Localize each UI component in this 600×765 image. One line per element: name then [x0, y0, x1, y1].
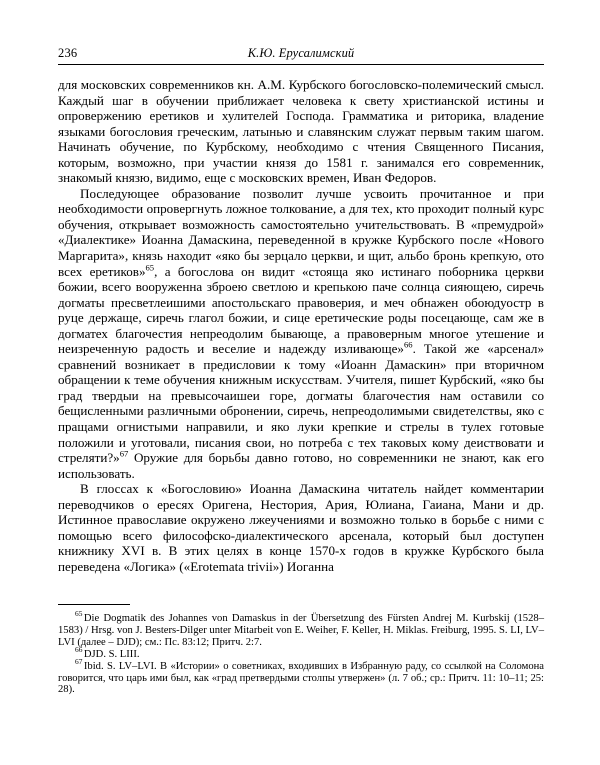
footnote-text-67: Ibid. S. LV–LVI. В «Истории» о советниках, входивших в Избранную раду, со ссылкой на Соломона говорится, что царь ими был, как «град претвердыми столпы утвержен» (л. 7 об.; ср.: Притч. 11: 10–11; 25: 28). [58, 660, 544, 696]
running-head [58, 44, 544, 62]
footnote-67 [58, 657, 544, 697]
footnote-number-65: 65 [75, 609, 83, 619]
footnote-number-67: 67 [75, 657, 83, 667]
footnote-number-66: 66 [75, 645, 83, 655]
header-rule [58, 64, 544, 65]
footnote-text-65: Die Dogmatik des Johannes von Damaskus in der Übersetzung des Fürsten Andrej M. Kurbskij (1528–1583) / Hrsg. von J. Besters-Dilger unter Mitarbeit von E. Weiher, F. Keller, H. Miklas. Freiburg, 1995. S. LI, LV–LVI (далее – DJD); см.: Пс. 83:12; Притч. 2:7. [58, 613, 544, 648]
page-number: 236 [58, 46, 78, 60]
paragraph-3: В глоссах к «Богословию» Иоанна Дамаскина читатель найдет комментарии переводчиков о ересях Оригена, Нестория, Ария, Юлиана, Гаиана, Мани и др. Истинное православие окружено лжеучениями и возможно только в борьбе с ними с помощью всего философско-диалектического арсенала, который был доступен книжнику XVI в. В этих целях в конце 1570-х годов в кружке Курбского была переведена «Логика» («Erotemata trivii») Иоганна [58, 481, 544, 574]
paragraph-2 [58, 186, 544, 481]
footnote-ref-66[interactable]: 66 [403, 339, 413, 350]
paragraph-2-segment-d: Оружие для борьбы давно готово, но современники не знают, как его использовать. [58, 450, 544, 481]
footnotes-block [58, 604, 544, 696]
footnote-ref-65[interactable]: 65 [145, 262, 155, 273]
body-text [58, 77, 544, 575]
footnote-66 [58, 645, 544, 661]
paragraph-2-segment-a: Последующее образование позволит лучше усвоить прочитанное и при необходимости опровергнуть ложное толкование, а для тех, кто проходит полный курс обучения, открывает возможность самостоятельно учительствовать. В «премудрой» «Диалектике» Иоанна Дамаскина, переведенной в кружке Курбского после «Нового Маргарита», князь находит «яко бы зерцало церкви, и щит, альбо бронь крепкую, ото всех еретиков» [58, 185, 544, 279]
running-head-author: К.Ю. Ерусалимский [247, 46, 355, 60]
footnote-ref-67[interactable]: 67 [119, 448, 129, 459]
paragraph-2-segment-b: , а богослова он видит «стояща яко истинаго поборника церкви божии, всего вооруженна зброею светлою и крепькою паче солнца сияющею, сиречь догматы пресветлеишими апостольскаго правоверия, и меч обнажен обоюдуостр в руце держаще, сиречь глагол божии, и сице еретические роды посецающе, сам же в догматех благочестия непреодолим бывающе, а правоверным многое утешение и неизреченную радость и веселие и надежду изливающе» [58, 263, 544, 357]
footnote-text-66: DJD. S. LIII. [83, 648, 140, 660]
page-content [58, 44, 544, 575]
footnote-separator-rule [58, 604, 130, 605]
paragraph-1: для московских современников кн. А.М. Курбского богословско-полемический смысл. Каждый шаг в обучении приближает человека к свету христианской истины и опровержению еретиков и хулителей Господа. Грамматика и риторика, владение языками богословия греческим, латынью и славянским служат первым таким шагом. Начинать обучение, по Курбскому, необходимо с чтения Священного Писания, которым, возможно, при участии князя до 1581 г. занимался его современник, знакомый князю, видимо, еще с московских времен, Иван Федоров. [58, 77, 544, 186]
paragraph-2-segment-c: . Такой же «арсенал» сравнений возникает в предисловии к тому «Иоанн Дамаскин» при вторичном обращении к теме обучения книжным искусствам. Учителя, пишет Курбский, «яко бы град твердыи на превысочаишеи горе, догматы благочестия нам оставили со бещисленными различными обронении, сиречь, непреодолимыми свидетелствы, яко с пращами огнистыми направили, и яко луки крепкие и стрелы в тулех готовые положили и уготовали, писания свои, но потреба с тех таковых кому деиствовати и стреляти?» [58, 341, 544, 466]
footnote-65 [58, 609, 544, 649]
